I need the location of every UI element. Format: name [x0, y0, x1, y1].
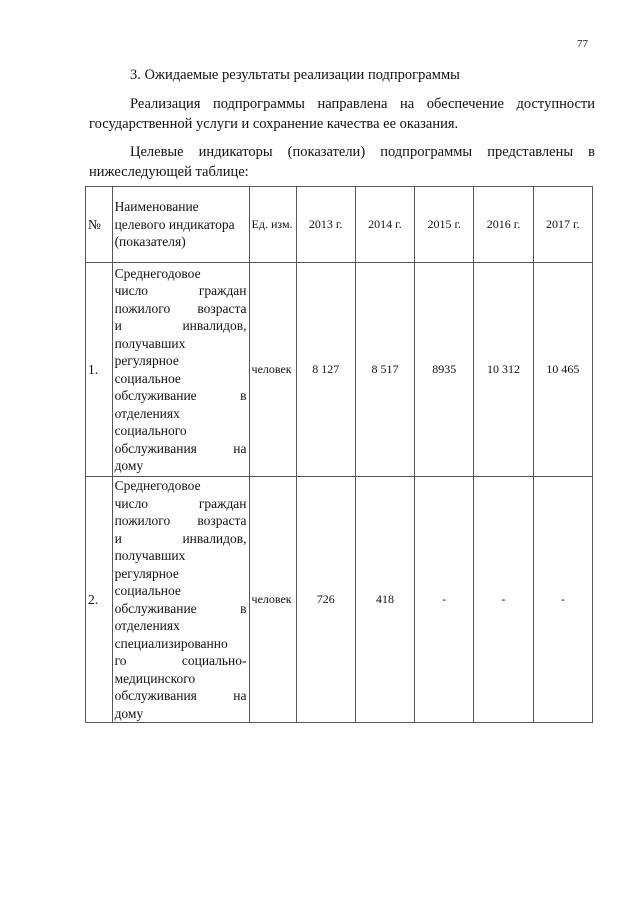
page-number: 77	[577, 38, 588, 50]
indicator-name-line: обслуживание в	[114, 388, 247, 403]
indicator-name-line: отделениях	[114, 618, 180, 633]
indicator-name-line: число граждан	[114, 283, 247, 298]
indicator-name-line: обслуживание в	[114, 600, 247, 616]
header-year-2016: 2016 г.	[474, 187, 533, 263]
table-row	[86, 263, 593, 477]
indicator-name-line: социальное	[114, 583, 181, 598]
indicator-name-line: социального	[114, 423, 187, 438]
indicator-name-line: обслуживания на	[114, 688, 247, 703]
indicator-name-line: получавших	[114, 335, 186, 351]
value-2017: -	[533, 477, 592, 723]
unit-cell: человек	[249, 263, 296, 477]
indicator-name-line: медицинского	[114, 670, 196, 686]
value-2014: 418	[355, 477, 414, 723]
paragraph-2-line: Целевые индикаторы (показатели) подпрограммы представлены в	[130, 144, 595, 160]
indicator-name-line: регулярное	[114, 565, 179, 581]
indicator-name-line: Среднегодовое	[114, 265, 201, 281]
indicator-name	[112, 477, 249, 723]
header-year-2017: 2017 г.	[533, 187, 592, 263]
value-2013: 726	[296, 477, 355, 723]
indicator-name-line: пожилого возраста	[114, 513, 247, 528]
header-year-2014: 2014 г.	[355, 187, 414, 263]
indicator-name-line: число граждан	[114, 495, 247, 511]
unit-cell: человек	[249, 477, 296, 723]
row-number: 1.	[86, 263, 113, 477]
row-number: 2.	[86, 477, 113, 723]
value-2015: -	[415, 477, 474, 723]
value-2016: 10 312	[474, 263, 533, 477]
indicator-name-line: Среднегодовое	[114, 478, 201, 493]
indicator-name	[112, 263, 249, 477]
value-2015: 8935	[415, 263, 474, 477]
indicator-name-line: и инвалидов,	[114, 318, 247, 333]
header-year-2015: 2015 г.	[415, 187, 474, 263]
indicator-name-line: отделениях	[114, 405, 180, 421]
value-2014: 8 517	[355, 263, 414, 477]
paragraph-1-line: государственной услуги и сохранение качества ее оказания.	[89, 116, 459, 132]
indicators-table	[85, 186, 593, 723]
header-year-2013: 2013 г.	[296, 187, 355, 263]
indicator-name-line: пожилого возраста	[114, 300, 247, 316]
paragraph-1	[89, 94, 595, 134]
indicator-name-line: получавших	[114, 548, 186, 563]
indicator-name-line: специализированно	[114, 635, 228, 651]
indicator-name-line: и инвалидов,	[114, 530, 247, 546]
header-unit: Ед. изм.	[249, 187, 296, 263]
section-heading: 3. Ожидаемые результаты реализации подпрограммы	[130, 67, 460, 83]
indicator-name-line: обслуживания на	[114, 440, 247, 456]
indicator-name-line: дому	[114, 458, 144, 473]
value-2017: 10 465	[533, 263, 592, 477]
indicator-name-line: дому	[114, 705, 144, 721]
header-name: Наименование целевого индикатора (показателя)	[112, 187, 249, 263]
indicator-name-line: го социально-	[114, 653, 247, 668]
value-2016: -	[474, 477, 533, 723]
paragraph-1-line: Реализация подпрограммы направлена на обеспечение доступности	[130, 96, 595, 112]
value-2013: 8 127	[296, 263, 355, 477]
table-header-row	[86, 187, 593, 263]
table-row	[86, 477, 593, 723]
header-num: №	[86, 187, 113, 263]
indicator-name-line: регулярное	[114, 353, 179, 368]
paragraph-2	[89, 142, 595, 182]
indicator-name-line: социальное	[114, 370, 181, 386]
paragraph-2-line: нижеследующей таблице:	[89, 164, 249, 180]
